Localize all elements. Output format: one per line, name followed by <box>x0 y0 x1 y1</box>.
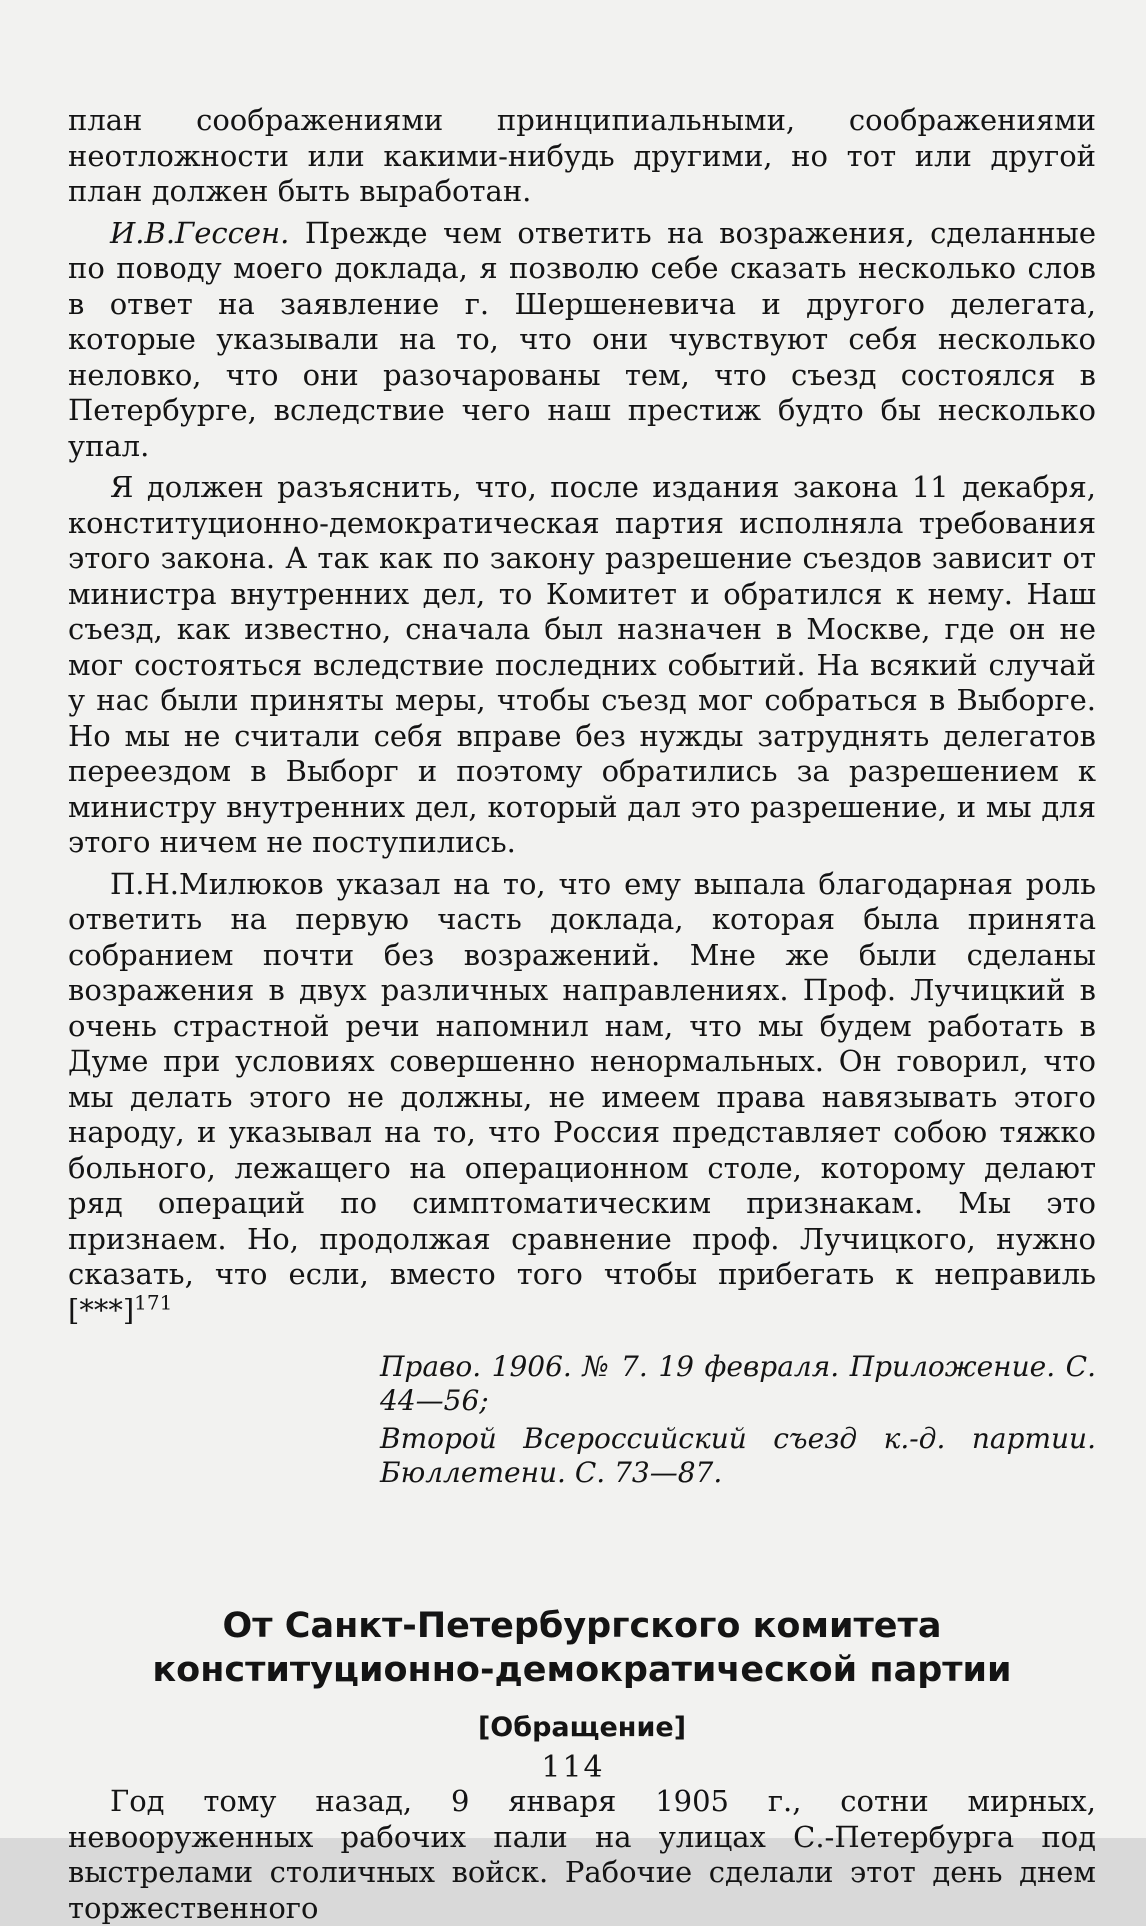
paragraph-appeal: Год тому назад, 9 января 1905 г., сотни мирных, невооруженных рабочих пали на улицах С.-Петербурга под выстрелами столичных войск. Рабочие сделали этот день днем торжественного <box>68 1784 1096 1925</box>
source-citation <box>380 1350 1096 1490</box>
paragraph-milyukov <box>68 867 1096 1329</box>
page-text <box>68 103 1096 1926</box>
paragraph-milyukov-text: П.Н.Милюков указал на то, что ему выпала благодарная роль ответить на первую часть доклада, которая была принята собранием почти без возражений. Мне же были сделаны возражения в двух различных направлениях. Проф. Лучицкий в очень страстной речи напомнил нам, что мы будем работать в Думе при условиях совершенно ненормальных. Он говорил, что мы делать этого не должны, не имеем права навязывать этого народу, и указывал на то, что Россия представляет собою тяжко больного, лежащего на операционном столе, которому делают ряд операций по симптоматическим признакам. Мы это признаем. Но, продолжая сравнение проф. Лучицкого, нужно сказать, что если, вместо того чтобы прибегать к неправиль [***] <box>68 866 1096 1327</box>
paragraph-gessen <box>68 216 1096 465</box>
source-line-2: Второй Всероссийский съезд к.-д. партии. Бюллетени. С. 73—87. <box>380 1422 1096 1489</box>
paragraph-continuation: план соображениями принципиальными, соображениями неотложности или какими-нибудь другими, но тот или другой план должен быть выработан. <box>68 103 1096 208</box>
paragraph-gessen-text: Прежде чем ответить на возражения, сделанные по поводу моего доклада, я позволю себе сказать несколько слов в ответ на заявление г. Шершеневича и другого делегата, которые указывали на то, что они чувствуют себя несколько неловко, что они разочарованы тем, что съезд состоялся в Петербурге, вследствие чего наш престиж будто бы несколько упал. <box>68 215 1096 463</box>
speaker-name: И.В.Гессен. <box>110 215 290 250</box>
paragraph-explanation: Я должен разъяснить, что, после издания закона 11 декабря, конституционно-демократическая партия исполняла требования этого закона. А так как по закону разрешение съездов зависит от министра внутренних дел, то Комитет и обратился к нему. Наш съезд, как известно, сначала был назначен в Москве, где он не мог состояться вследствие последних событий. На всякий случай у нас были приняты меры, чтобы съезд мог собраться в Выборге. Но мы не считали себя вправе без нужды затруднять делегатов переездом в Выборг и поэтому обратились за разрешением к министру внутренних дел, который дал это разрешение, и мы для этого ничем не поступились. <box>68 470 1096 859</box>
page-number: 114 <box>541 1750 605 1785</box>
source-line-1: Право. 1906. № 7. 19 февраля. Приложение. С. 44—56; <box>380 1350 1096 1417</box>
section-heading: От Санкт-Петербургского комитета конституционно-демократической партии <box>152 1606 1012 1690</box>
footnote-marker: 171 <box>134 1289 173 1314</box>
section-subheading: [Обращение] <box>477 1712 687 1743</box>
